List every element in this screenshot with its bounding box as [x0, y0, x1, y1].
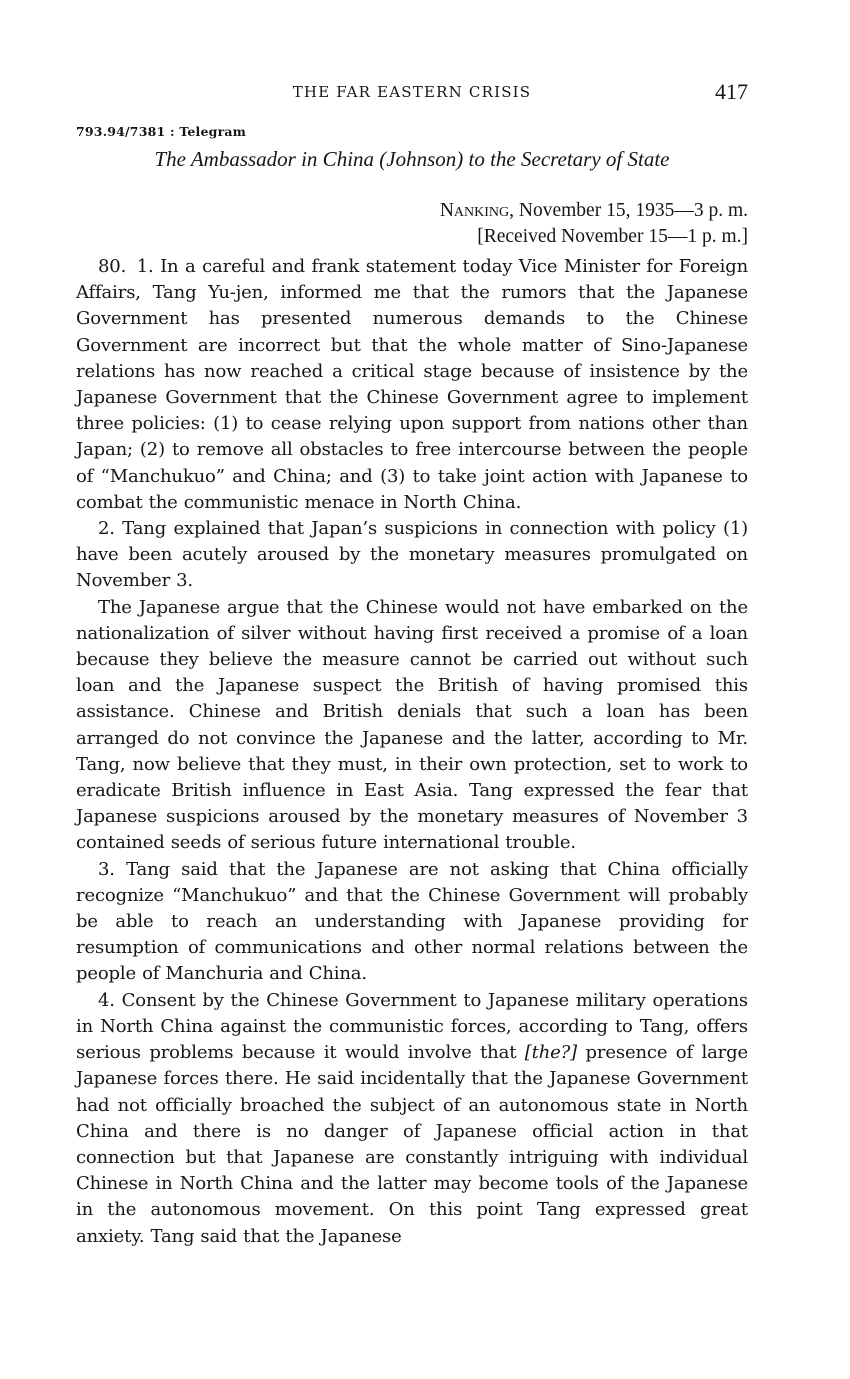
paragraph-text: In a careful and frank statement today Vice Minister for Foreign Affairs, Tang Yu-jen, informed me that the rumors that the Japanese Government has presented numerous demands to the Chinese Government are incorrect but that the whole matter of Sino-Japanese relations has now reached a critical stage because of insistence by the Japanese Government that the Chinese Government agree to implement three policies: (1) to cease relying upon support from nations other than Japan; (2) to remove all obstacles to free intercourse between the people of “Manchukuo” and China; and (3) to take joint action with Japanese to combat the communistic menace in North China. [76, 256, 749, 513]
dateline-date: , November 15, 1935—3 p. m. [509, 200, 748, 221]
document-heading: The Ambassador in China (Johnson) to the Secretary of State [154, 147, 670, 171]
document-reference: 793.94/7381 : Telegram [76, 124, 247, 139]
paragraph-text: Tang explained that Japan’s suspicions in connection with policy (1) have been acutely aroused by the monetary measures promulgated on November 3. [76, 518, 748, 592]
dateline-place: Nanking [439, 200, 510, 221]
running-title: THE FAR EASTERN CRISIS [292, 83, 532, 101]
paragraph-number: 2. [98, 518, 115, 540]
paragraph-number: 1. [136, 256, 154, 277]
dateline [440, 198, 748, 250]
dateline-received: [Received November 15—1 p. m.] [477, 226, 748, 247]
paragraph-text: The Japanese argue that the Chinese would not have embarked on the nationalization of silver without having first received a promise of a loan because they believe the measure cannot be carried out without such loan and the Japanese suspect the British of having promised this assistance. Chinese and British denials that such a loan has been arranged do not convince the Japanese and the latter, according to Mr. Tang, now believe that they must, in their own protection, set to work to eradicate British influence in East Asia. Tang expressed the fear that Japanese suspicions aroused by the monetary measures of November 3 contained seeds of serious future international trouble. [76, 596, 748, 854]
telegram-number: 80. [98, 256, 127, 277]
document-page [76, 0, 748, 1379]
paragraph-text: Consent by the Chinese Government to Japanese military operations in North China against the communistic forces, according to Tang, offers serious problems because it would involve that [76, 989, 749, 1064]
paragraph-5 [76, 988, 748, 1250]
editorial-insertion: [the?] [524, 1042, 578, 1064]
paragraph-number: 4. [98, 989, 115, 1011]
paragraph-1 [76, 254, 748, 516]
paragraph-text: Tang said that the Japanese are not asking that China officially recognize “Manchukuo” and that the Chinese Government will probably be able to reach an understanding with Japanese providing for resumption of communications and other normal relations between the people of Manchuria and China. [76, 858, 749, 985]
paragraph-number: 3. [98, 858, 115, 880]
page-number: 417 [715, 79, 748, 104]
paragraph-text-continued: presence of large Japanese forces there. He said incidentally that the Japanese Government had not officially broached the subject of an autonomous state in North China and there is no danger of Japanese official action in that connection but that Japanese are constantly intriguing with individual Chinese in North China and the latter may become tools of the Japanese in the autonomous movement. On this point Tang expressed great anxiety. Tang said that the Japanese [76, 1042, 748, 1247]
dateline-sent [440, 198, 748, 224]
telegram-body [76, 254, 748, 1250]
paragraph-2 [76, 516, 748, 595]
paragraph-4 [76, 857, 748, 988]
paragraph-3 [76, 595, 748, 857]
running-head [76, 79, 748, 107]
